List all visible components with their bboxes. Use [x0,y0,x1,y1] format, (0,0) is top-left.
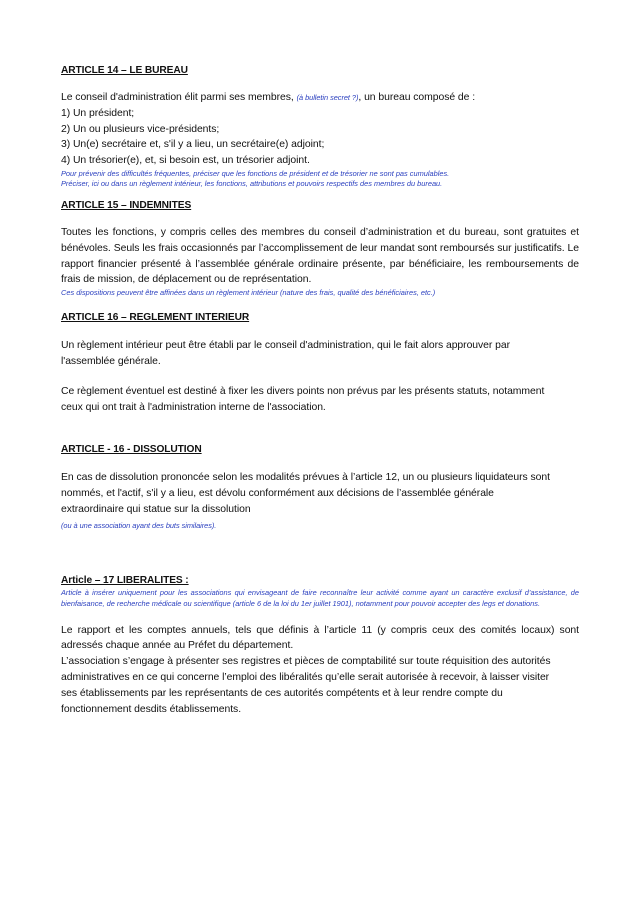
dissolution-text-end: extraordinaire qui statue sur la dissolution [61,503,251,515]
dissolution-note: (ou à une association ayant des buts similaires). [61,520,217,530]
article-17-paragraph-1: Le rapport et les comptes annuels, tels que définis à l’article 11 (y compris ceux des comités locaux) sont adressés chaque année au Préfet du département. [61,624,579,652]
list-item: 3) Un(e) secrétaire et, s'il y a lieu, un secrétaire(e) adjoint; [61,139,325,151]
article-14-title: ARTICLE 14 – LE BUREAU [61,65,188,76]
text-line: En cas de dissolution prononcée selon les modalités prévues à l’article 12, un ou plusieurs liquidateurs sont [61,472,550,484]
text-line: ses établissements par les représentants de ces autorités compétents et à leur rendre compte du [61,687,503,699]
article-16-paragraph-2 [61,384,579,416]
list-item: 4) Un trésorier(e), et, si besoin est, un trésorier adjoint. [61,155,310,167]
text-line: ceux qui ont trait à l'administration interne de l'association. [61,401,326,413]
article-14-intro [61,90,579,106]
dissolution-title: ARTICLE - 16 - DISSOLUTION [61,444,202,456]
article-14 [61,64,579,189]
intro-text-end: , un bureau composé de : [358,92,476,103]
article-17-title: Article – 17 LIBERALITES : [61,574,189,586]
list-item: 1) Un président; [61,107,135,119]
article-17 [61,574,579,718]
article-dissolution [61,443,579,533]
text-line: fonctionnement desdits établissements. [61,703,242,715]
article-14-note-1: Pour prévenir des difficultés fréquentes, préciser que les fonctions de président et de trésorier ne sont pas cumulables. [61,168,450,178]
text-line: Un règlement intérieur peut être établi par le conseil d'administration, qui le fait alors approuver par [61,340,511,352]
intro-text: Le conseil d'administration élit parmi ses membres, [61,92,297,103]
text-line: L’association s’engage à présenter ses registres et pièces de comptabilité sur toute réquisition des autorités [61,656,551,668]
list-item: 2) Un ou plusieurs vice-présidents; [61,123,220,135]
text-line: l'assemblée générale. [61,355,161,367]
article-14-note-2: Préciser, ici ou dans un règlement intérieur, les fonctions, attributions et pouvoirs respectifs des membres du bureau. [61,178,443,188]
article-16 [61,311,579,415]
text-line: administratives en ce qui concerne l’emploi des libéralités qu’elle serait autorisée à recevoir, à laisser visiter [61,671,550,683]
article-15-body: Toutes les fonctions, y compris celles des membres du conseil d’administration et du bureau, sont gratuites et bénévoles. Seuls les frais occasionnés par l’accomplissement de leur mandat sont remboursés sur justificatifs. Le rapport financier présenté à l’assemblée générale ordinaire présente, par bénéficiaire, les remboursements de frais de mission, de déplacement ou de représentation. [61,226,579,286]
intro-note: (à bulletin secret ?) [296,93,359,102]
article-15-title: ARTICLE 15 – INDEMNITES [61,199,192,211]
dissolution-body [61,470,579,533]
article-16-title: ARTICLE 16 – REGLEMENT INTERIEUR [61,312,250,324]
text-line: Ce règlement éventuel est destiné à fixer les divers points non prévus par les présents statuts, notamment [61,385,545,397]
article-16-paragraph-1 [61,338,579,370]
text-line: nommés, et l'actif, s'il y a lieu, est dévolu conformément aux décisions de l’assemblée générale [61,488,494,500]
article-15-note: Ces dispositions peuvent être affinées dans un règlement intérieur (nature des frais, qualité des bénéficiaires, etc.) [61,288,436,298]
bureau-list [61,106,579,169]
text-line [61,502,579,534]
article-17-note: Article à insérer uniquement pour les associations qui envisageant de faire reconnaître leur activité comme ayant un caractère exclusif d’assistance, de bienfaisance, de recherche médicale ou scientifique (article 6 de la loi du 1er juillet 1901), notamment pour pouvoir accepter des legs et donations. [61,587,579,609]
article-15 [61,199,579,298]
article-17-paragraph-2 [61,654,579,717]
